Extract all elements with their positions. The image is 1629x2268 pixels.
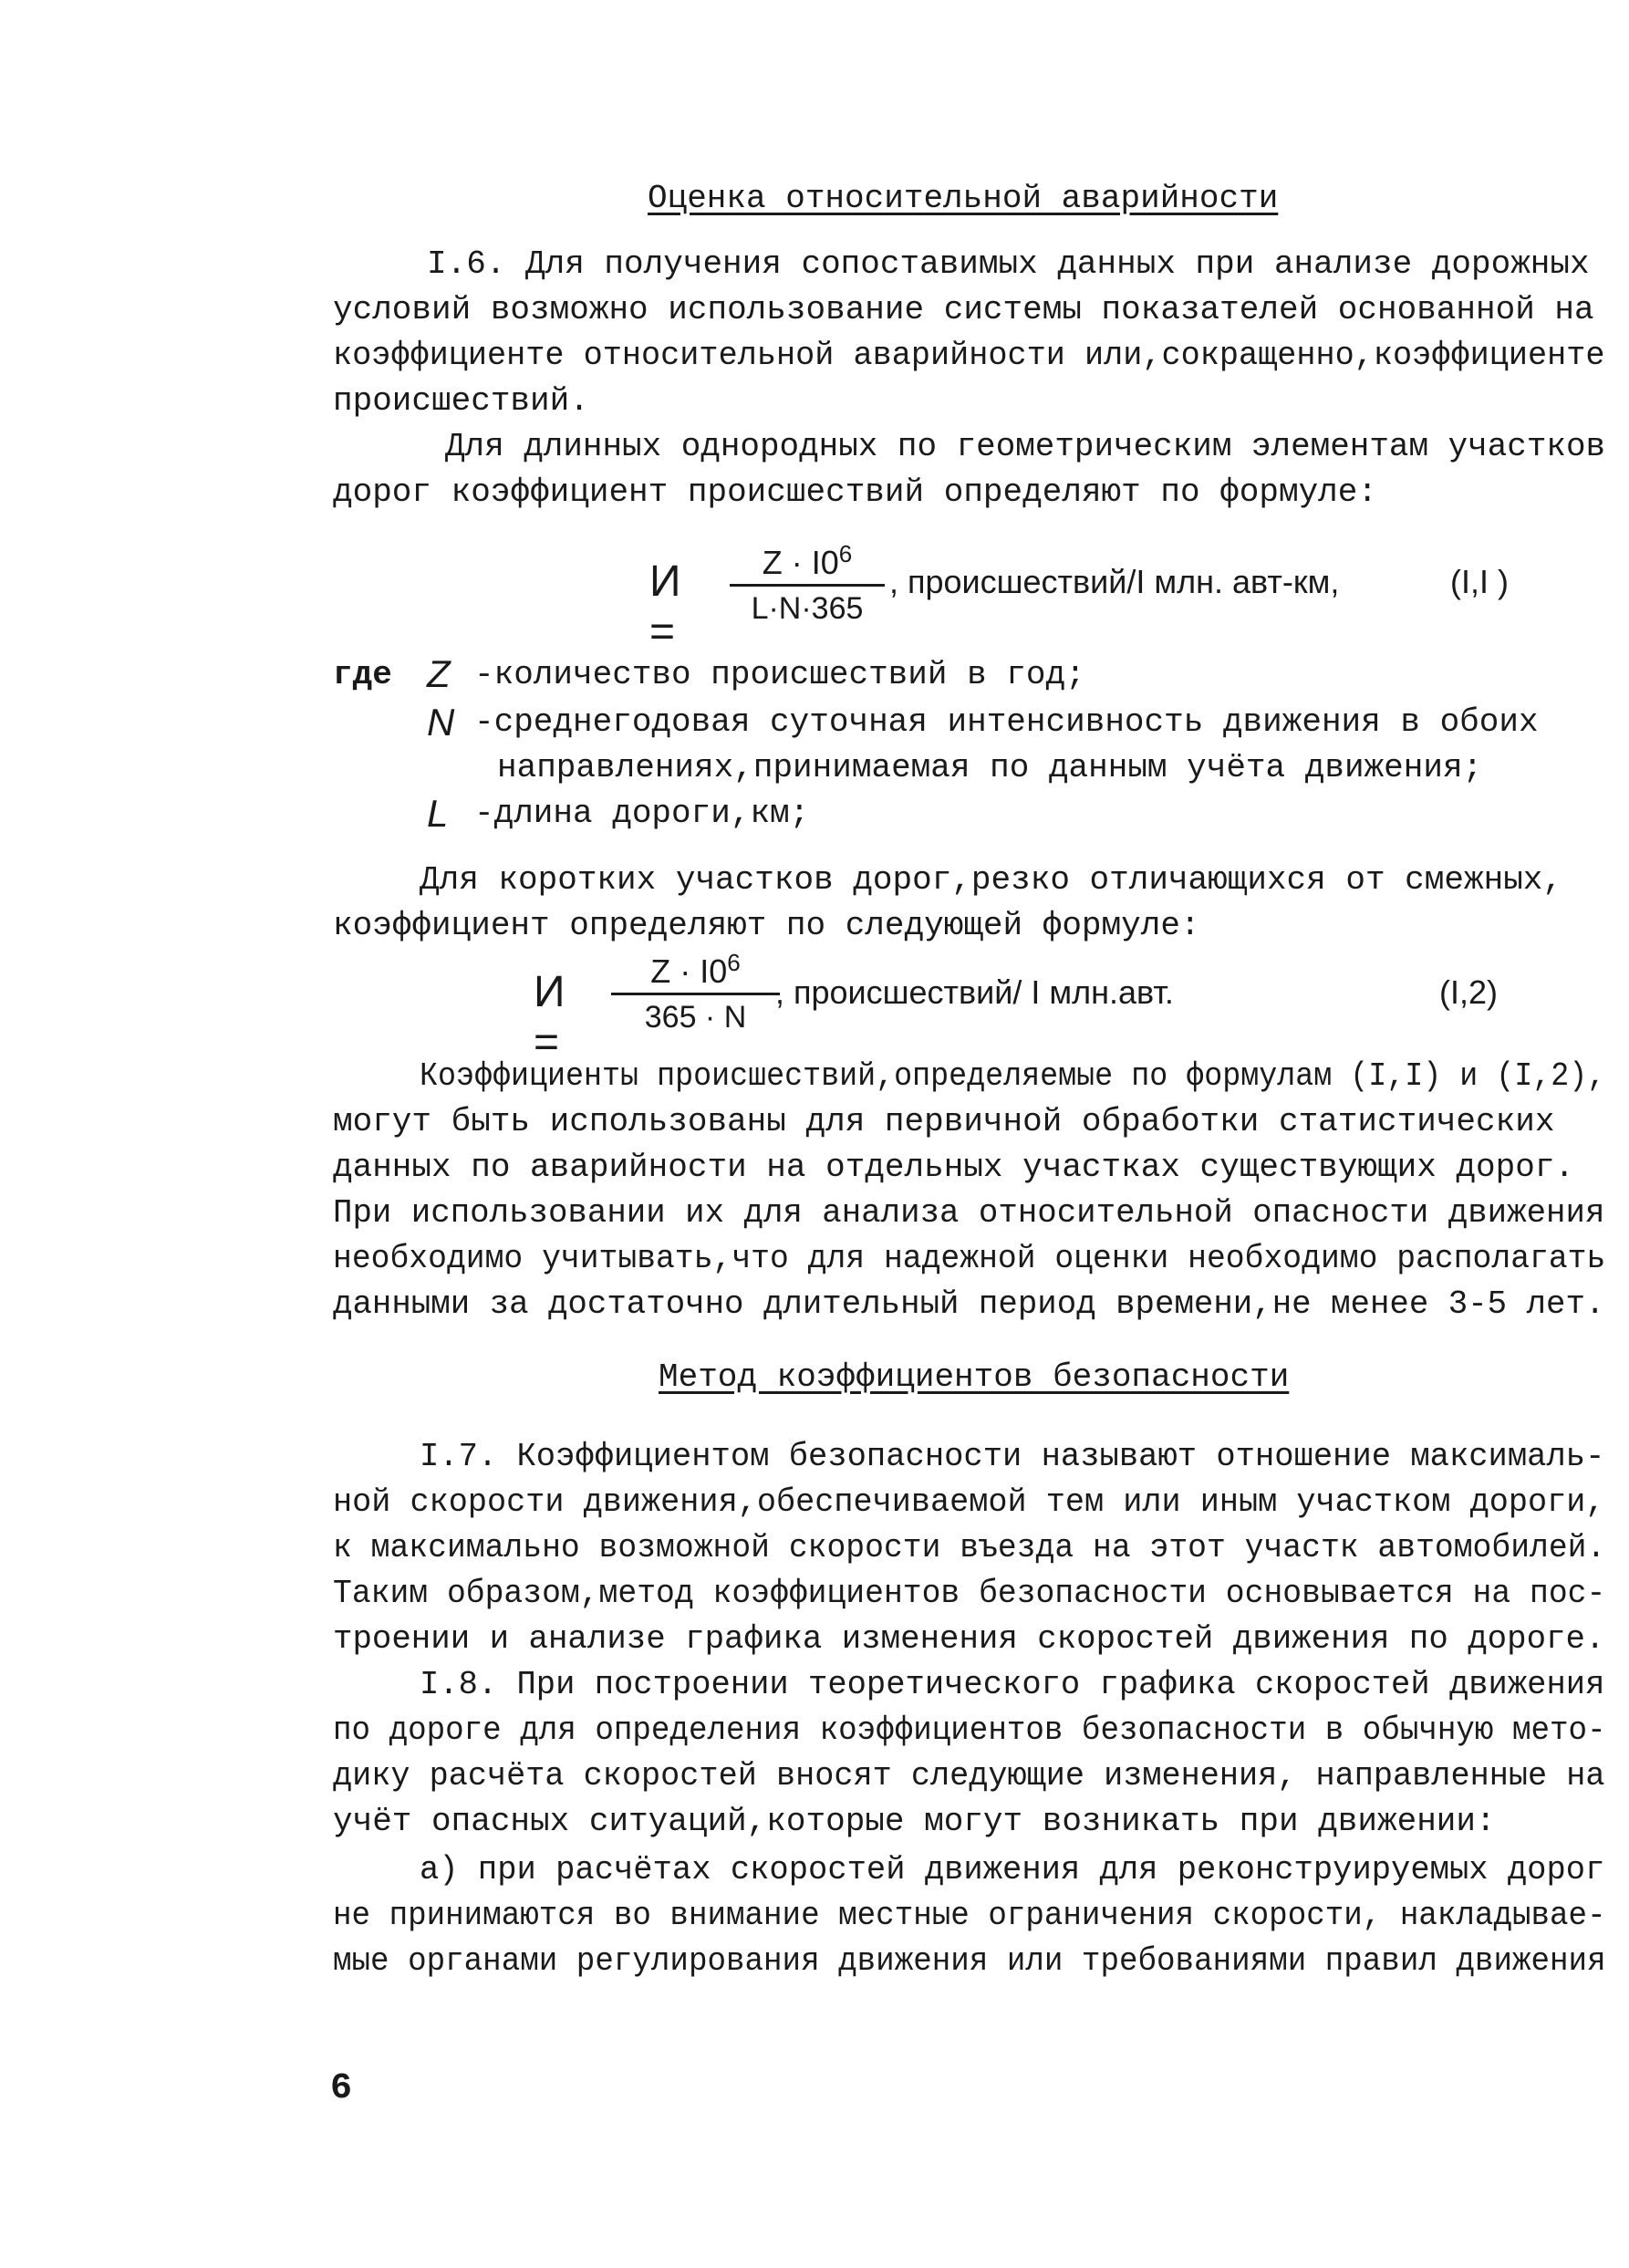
where-item: -количество происшествий в год; <box>474 656 1085 693</box>
formula-denominator: L·N·365 <box>751 591 864 626</box>
paragraph-line: дику расчёта скоростей вносят следующие изменения, направленные на <box>333 1757 1605 1795</box>
paragraph-line: по дороге для определения коэффициентов безопасности в обычную мето- <box>333 1711 1606 1749</box>
section-heading: Метод коэффициентов безопасности <box>659 1358 1290 1396</box>
symbol-n: N <box>427 701 455 744</box>
paragraph-line: коэффициент определяют по следующей формуле: <box>333 907 1200 944</box>
paragraph-line: Для длинных однородных по геометрическим элементам участков <box>445 428 1606 465</box>
symbol-z: Z <box>427 652 451 695</box>
paragraph-line: I.6. Для получения сопоставимых данных при анализе дорожных <box>427 245 1590 283</box>
paragraph-line: троении и анализе графика изменения скоростей движения по дороге. <box>333 1620 1605 1658</box>
where-item: -среднегодовая суточная интенсивность движения в обоих <box>474 703 1539 741</box>
paragraph-line: ной скорости движения,обеспечиваемой тем или иным участком дороги, <box>333 1483 1605 1521</box>
fraction-bar <box>730 584 885 587</box>
paragraph-line: а) при расчётах скоростей движения для реконструируемых дорог <box>420 1851 1605 1888</box>
formula-units: , происшествий/ I млн.авт. <box>775 973 1174 1011</box>
paragraph-line: происшествий. <box>333 382 589 420</box>
paragraph-line: учёт опасных ситуаций,которые могут возникать при движении: <box>333 1803 1496 1840</box>
formula-units: , происшествий/I млн. авт-км, <box>889 563 1340 600</box>
section-heading: Оценка относительной аварийности <box>648 180 1279 217</box>
paragraph-line: Таким образом,метод коэффициентов безопасности основывается на пос- <box>333 1575 1606 1612</box>
paragraph-line: условий возможно использование системы показателей основанной на <box>333 291 1594 328</box>
paragraph-line: к максимально возможной скорости въезда на этот участк автомобилей. <box>333 1529 1606 1566</box>
formula-lhs: И = <box>534 968 565 1066</box>
paragraph-line: необходимо учитывать,что для надежной оценки необходимо располагать <box>333 1240 1606 1277</box>
page-number: 6 <box>330 2068 353 2109</box>
paragraph-line: мые органами регулирования движения или требованиями правил движения <box>333 1942 1606 1980</box>
formula-numerator: $Z \cdot I0^6$ <box>762 540 853 581</box>
where-item: -длина дороги,км; <box>474 795 810 832</box>
where-label: где <box>333 656 392 693</box>
paragraph-line: I.8. При построении теоретического графика скоростей движения <box>420 1666 1605 1703</box>
formula-number: (I,2) <box>1439 973 1499 1011</box>
symbol-l: L <box>427 792 449 835</box>
formula-numerator: $Z \cdot I0^6$ <box>650 949 741 990</box>
paragraph-line: Для коротких участков дорог,резко отличающихся от смежных, <box>420 861 1563 899</box>
paragraph-line: I.7. Коэффициентом безопасности называют отношение максималь- <box>420 1438 1605 1475</box>
formula-lhs: И = <box>649 557 681 656</box>
paragraph-line: данных по аварийности на отдельных участках существующих дорог. <box>333 1149 1575 1186</box>
paragraph-line: данными за достаточно длительный период времени,не менее 3-5 лет. <box>333 1285 1605 1323</box>
paragraph-line: Коэффициенты происшествий,определяемые по формулам (I,I) и (I,2), <box>420 1057 1606 1095</box>
fraction-bar <box>611 993 780 995</box>
paragraph-line: дорог коэффициент происшествий определяют по формуле: <box>333 473 1377 511</box>
paragraph-line: При использовании их для анализа относительной опасности движения <box>333 1194 1605 1232</box>
formula-denominator: 365 · N <box>644 1000 747 1035</box>
paragraph-line: не принимаются во внимание местные ограничения скорости, накладывае- <box>333 1897 1606 1934</box>
paragraph-line: коэффициенте относительной аварийности или,сокращенно,коэффициенте <box>333 337 1605 374</box>
formula-number: (I,I ) <box>1450 563 1509 600</box>
where-item: направлениях,принимаемая по данным учёта движения; <box>497 749 1483 786</box>
paragraph-line: могут быть использованы для первичной обработки статистических <box>333 1103 1555 1140</box>
